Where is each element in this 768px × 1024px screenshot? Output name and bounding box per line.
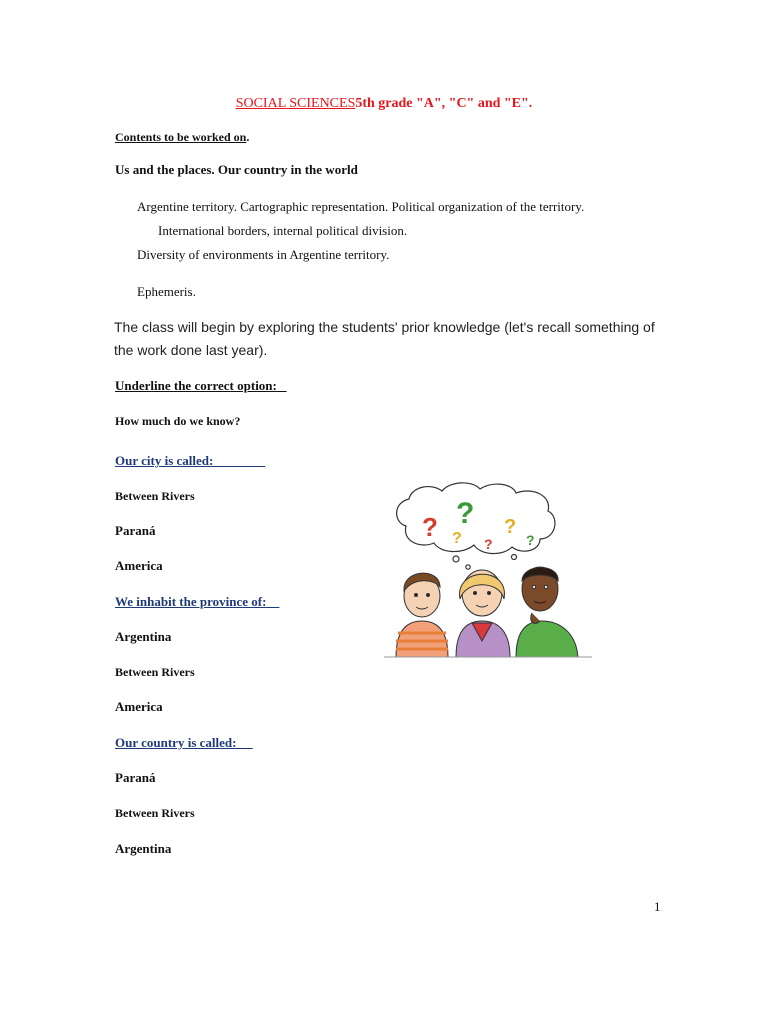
svg-text:?: ? [422, 512, 438, 542]
child-right [516, 567, 578, 657]
answer-option[interactable]: Between Rivers [115, 489, 195, 503]
thought-cloud-icon [397, 483, 555, 569]
answer-option[interactable]: Between Rivers [115, 806, 195, 820]
answer-option[interactable]: Between Rivers [115, 665, 195, 679]
subheading: How much do we know? [115, 414, 241, 428]
answer-option[interactable]: Argentina [115, 629, 172, 644]
answer-option[interactable]: Argentina [115, 841, 172, 856]
title-subject: SOCIAL SCIENCES [235, 96, 356, 111]
title-grade: 5th grade "A", "C" and "E". [355, 96, 533, 111]
svg-text:?: ? [504, 516, 517, 538]
page-number: 1 [654, 899, 661, 914]
instruction: Underline the correct option: [115, 378, 277, 393]
question-label: Our city is called: [115, 453, 214, 468]
child-left [396, 573, 448, 657]
unit-title: Us and the places. Our country in the world [115, 162, 358, 177]
page-title [0, 96, 768, 112]
answer-option[interactable]: America [115, 558, 163, 573]
bullet-item: Argentine territory. Cartographic representation. Political organization of the territory. [137, 199, 585, 214]
svg-text:?: ? [452, 530, 462, 547]
answer-option[interactable]: America [115, 699, 163, 714]
question-label: We inhabit the province of: [115, 594, 267, 609]
answer-option[interactable]: Paraná [115, 770, 156, 785]
bullet-item-continuation: International borders, internal political division. [158, 223, 408, 238]
svg-text:?: ? [526, 532, 535, 548]
thinking-children-illustration [384, 481, 592, 659]
bullet-item: Ephemeris. [137, 284, 196, 299]
answer-option[interactable]: Paraná [115, 523, 156, 538]
bullet-item: Diversity of environments in Argentine territory. [137, 247, 390, 262]
contents-heading: Contents to be worked on. [115, 130, 250, 144]
svg-text:?: ? [484, 536, 493, 552]
svg-text:?: ? [456, 497, 475, 530]
question-label: Our country is called: [115, 735, 237, 750]
child-middle [456, 570, 510, 657]
intro-paragraph: The class will begin by exploring the students' prior knowledge (let's recall something of the work done last year). [114, 319, 655, 358]
